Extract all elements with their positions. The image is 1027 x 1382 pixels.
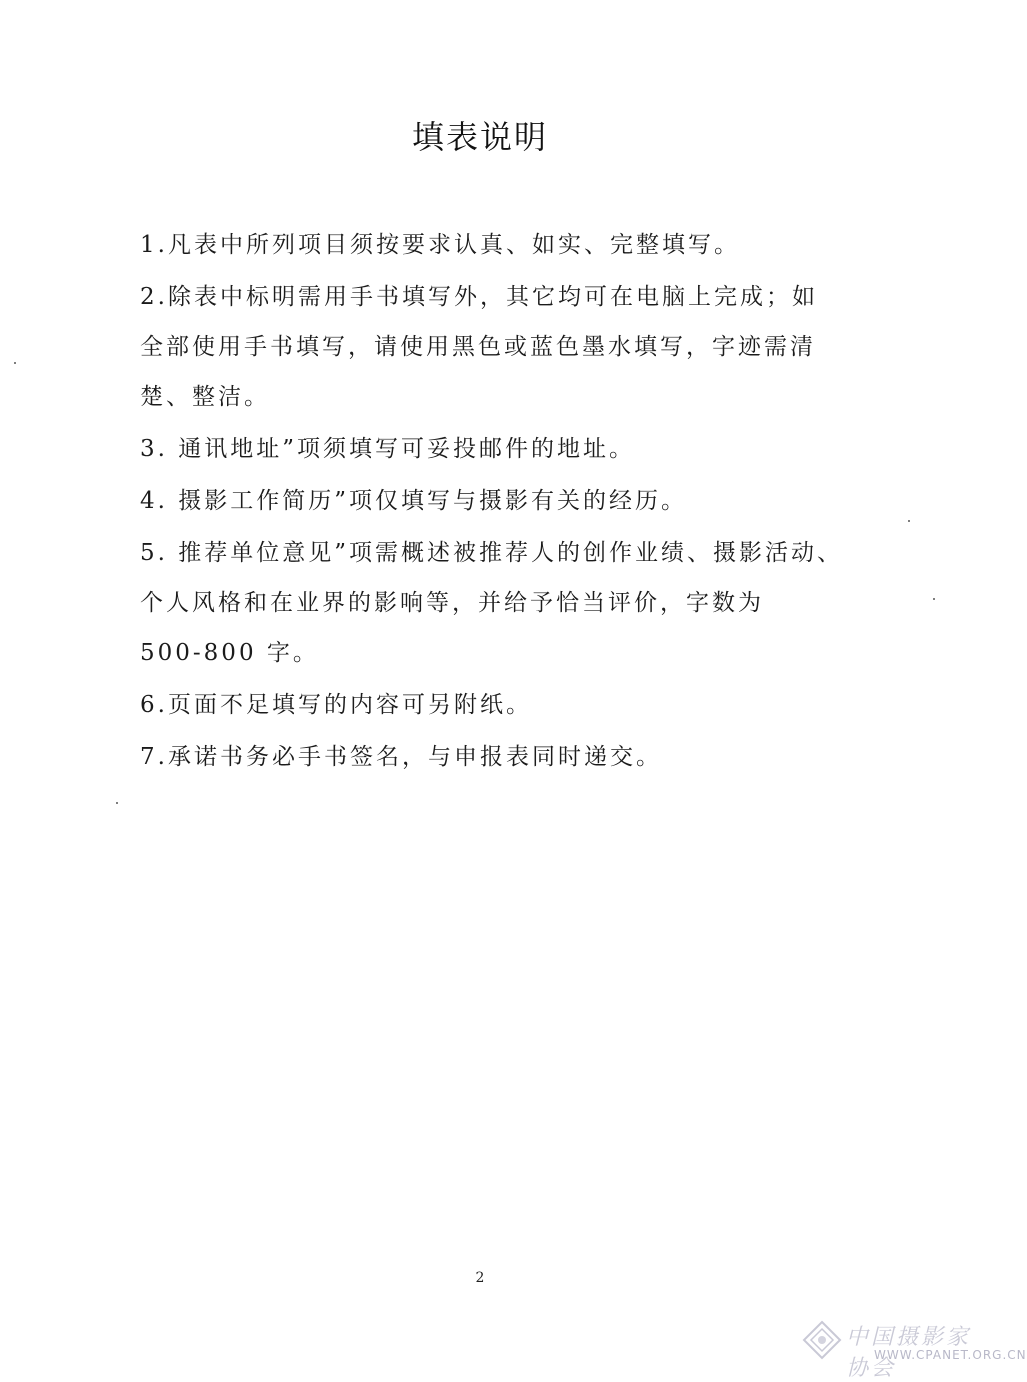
instruction-line-2: 2.除表中标明需用手书填写外，其它均可在电脑上完成；如	[140, 284, 818, 310]
scan-speck	[14, 362, 16, 364]
instruction-line-6: 6.页面不足填写的内容可另附纸。	[140, 692, 532, 718]
scan-speck	[933, 598, 935, 600]
watermark	[802, 1318, 1027, 1381]
instruction-line-5-cont: 个人风格和在业界的影响等，并给予恰当评价，字数为	[140, 590, 764, 616]
scan-speck	[116, 802, 118, 804]
instruction-line-1: 1.凡表中所列项目须按要求认真、如实、完整填写。	[140, 232, 740, 258]
watermark-url: WWW.CPANET.ORG.CN	[874, 1348, 1027, 1362]
emblem-icon	[802, 1320, 842, 1360]
instruction-line-4: 4. 摄影工作简历”项仅填写与摄影有关的经历。	[140, 488, 688, 514]
scan-speck	[908, 520, 910, 522]
instruction-line-5-end: 500-800 字。	[140, 640, 319, 666]
instruction-line-2-end: 楚、整洁。	[140, 384, 270, 410]
instruction-line-5: 5. 推荐单位意见”项需概述被推荐人的创作业绩、摄影活动、	[140, 540, 844, 566]
document-title: 填表说明	[411, 118, 548, 156]
instruction-line-2-cont: 全部使用手书填写，请使用黑色或蓝色墨水填写，字迹需清	[140, 334, 816, 360]
instruction-line-3: 3. 通讯地址”项须填写可妥投邮件的地址。	[140, 436, 636, 462]
watermark-name: 中国摄影家协会	[846, 1325, 972, 1381]
page-number: 2	[475, 1270, 485, 1286]
instruction-line-7: 7.承诺书务必手书签名，与申报表同时递交。	[140, 744, 662, 770]
